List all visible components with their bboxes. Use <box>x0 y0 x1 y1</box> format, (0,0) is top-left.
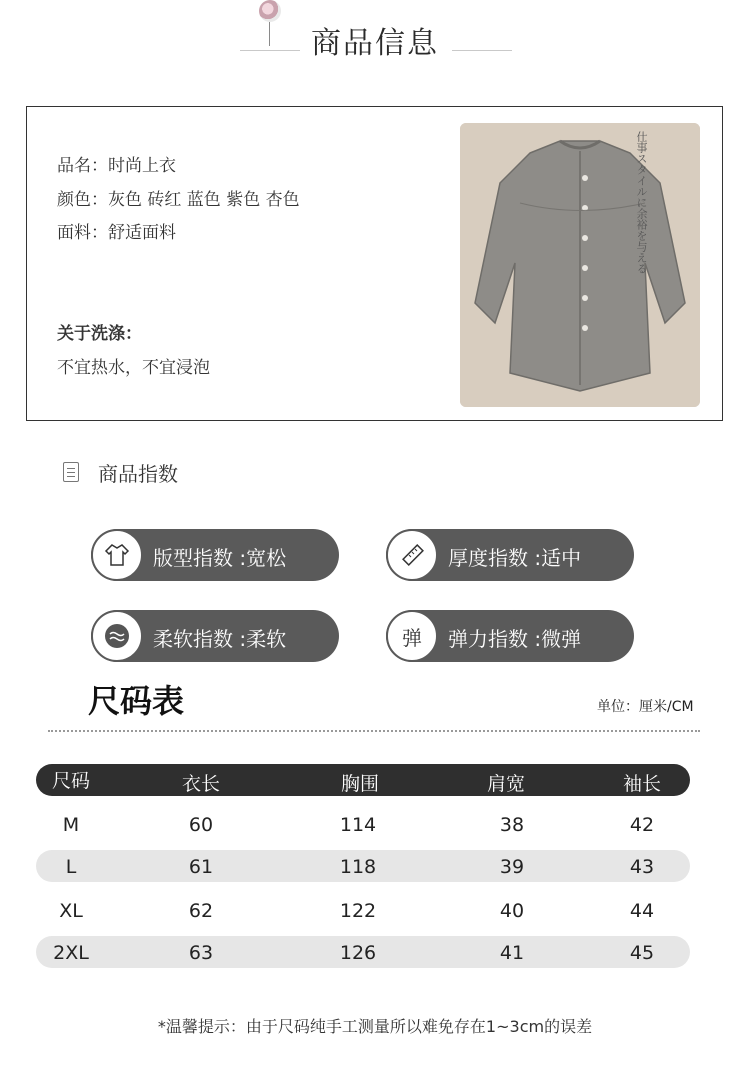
header-size: 尺码 <box>51 770 90 792</box>
product-info-box <box>26 106 723 421</box>
index-elasticity-text: 弹力指数 :微弹 <box>448 627 582 651</box>
cell-length: 62 <box>188 900 214 922</box>
elastic-icon: 弹 <box>386 610 438 662</box>
size-table-unit: 单位：厘米/CM <box>597 699 694 715</box>
product-photo <box>460 123 700 407</box>
cell-length: 60 <box>188 814 214 836</box>
table-row <box>36 850 690 882</box>
shirt-illustration <box>460 123 700 407</box>
index-icon <box>63 462 79 482</box>
index-fit-text: 版型指数 :宽松 <box>153 546 287 570</box>
table-row <box>36 894 690 926</box>
cell-sleeve: 43 <box>629 856 655 878</box>
wash-title: 关于洗涤： <box>57 324 142 344</box>
dotted-divider <box>48 730 700 732</box>
ruler-icon <box>386 529 438 581</box>
page-title: 商品信息 <box>311 26 439 61</box>
cell-length: 63 <box>188 942 214 964</box>
header-chest: 胸围 <box>340 773 379 795</box>
measurement-footnote: *温馨提示：由于尺码纯手工测量所以难免存在1~3cm的误差 <box>157 1017 593 1036</box>
product-colors: 颜色：灰色 砖红 蓝色 紫色 杏色 <box>57 190 300 210</box>
cell-sleeve: 45 <box>629 942 655 964</box>
index-thickness-text: 厚度指数 :适中 <box>448 546 582 570</box>
photo-caption: 仕事スタイルに余裕を与える <box>635 131 648 274</box>
index-pill-fit <box>91 529 339 581</box>
index-pill-softness <box>91 610 339 662</box>
table-row <box>36 936 690 968</box>
cell-size: M <box>62 814 80 836</box>
cell-sleeve: 42 <box>629 814 655 836</box>
header-shoulder: 肩宽 <box>486 773 525 795</box>
product-name: 品名：时尚上衣 <box>57 156 176 176</box>
cell-size: 2XL <box>53 942 89 964</box>
cell-sleeve: 44 <box>629 900 655 922</box>
index-softness-text: 柔软指数 :柔软 <box>153 627 287 651</box>
index-pill-thickness <box>386 529 634 581</box>
header-length: 衣长 <box>181 773 220 795</box>
cell-shoulder: 40 <box>499 900 525 922</box>
cell-chest: 114 <box>339 814 377 836</box>
cell-chest: 122 <box>339 900 377 922</box>
index-title: 商品指数 <box>98 462 178 486</box>
index-pill-elasticity <box>386 610 634 662</box>
cell-shoulder: 41 <box>499 942 525 964</box>
shirt-icon <box>91 529 143 581</box>
cell-chest: 118 <box>339 856 377 878</box>
cell-chest: 126 <box>339 942 377 964</box>
product-fabric: 面料：舒适面料 <box>57 223 176 243</box>
size-table-title: 尺码表 <box>88 682 185 720</box>
header-sleeve: 袖长 <box>622 773 661 795</box>
wash-text: 不宜热水，不宜浸泡 <box>57 358 210 378</box>
cell-size: L <box>65 856 77 878</box>
size-table-header <box>36 764 690 796</box>
table-row <box>36 808 690 840</box>
wave-icon <box>91 610 143 662</box>
cell-shoulder: 38 <box>499 814 525 836</box>
cell-size: XL <box>59 900 83 922</box>
cell-length: 61 <box>188 856 214 878</box>
cell-shoulder: 39 <box>499 856 525 878</box>
